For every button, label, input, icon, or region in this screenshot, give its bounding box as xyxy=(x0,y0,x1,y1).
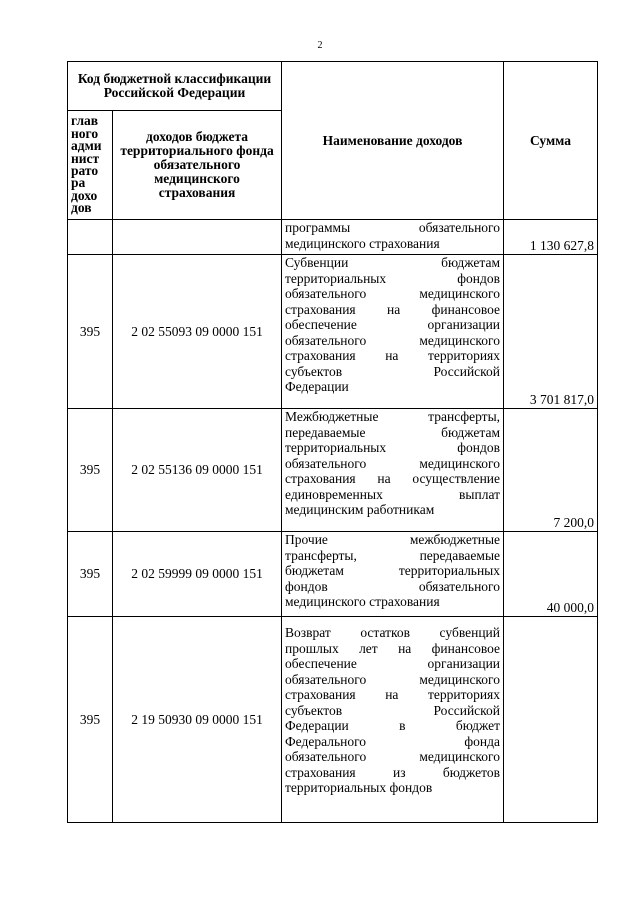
income-name-line: фондов обязательного xyxy=(285,578,501,594)
header-admin-line: ра xyxy=(71,175,86,191)
income-name-line: бюджетам территориальных xyxy=(285,563,501,578)
header-income-code: доходов бюджета территориального фонда обязательного медицинского страхования xyxy=(113,111,282,220)
income-name-line: обеспечение организации xyxy=(285,656,501,671)
header-admin-line: дохо xyxy=(71,187,98,203)
income-name-line: Прочие межбюджетные xyxy=(285,532,501,547)
income-name-line: Субвенции бюджетам xyxy=(285,255,501,270)
income-name-line: обязательного медицинского xyxy=(285,749,501,764)
income-name-line: Федерации xyxy=(285,379,349,394)
income-name-line: обязательного медицинского xyxy=(285,455,501,471)
table-row xyxy=(68,255,598,409)
income-name-line: Возврат остатков субвенций xyxy=(285,625,501,640)
admin-code-cell xyxy=(68,220,113,255)
income-code-cell: 2 02 59999 09 0000 151 xyxy=(113,532,282,617)
income-name-line: страхования на территориях xyxy=(285,348,501,363)
income-name-line: Межбюджетные трансферты, xyxy=(285,409,501,424)
income-name-line: медицинского страхования xyxy=(285,235,440,251)
income-code-cell xyxy=(113,220,282,255)
admin-code-cell: 395 xyxy=(68,617,113,823)
sum-cell: 7 200,0 xyxy=(504,409,598,532)
income-name-line: передаваемые бюджетам xyxy=(285,424,501,440)
income-name-line: страхования из бюджетов xyxy=(285,764,501,780)
income-name-line: прошлых лет на финансовое xyxy=(285,640,501,656)
header-chief-administrator xyxy=(68,111,113,220)
income-code-cell: 2 02 55136 09 0000 151 xyxy=(113,409,282,532)
income-code-cell: 2 19 50930 09 0000 151 xyxy=(113,617,282,823)
header-admin-line: глав xyxy=(71,113,99,129)
income-name-line: обеспечение организации xyxy=(285,317,501,332)
income-name-cell xyxy=(282,220,504,255)
admin-code-cell: 395 xyxy=(68,255,113,409)
income-name-line: субъектов Российской xyxy=(285,363,501,379)
table-row xyxy=(68,617,598,823)
income-name-cell xyxy=(282,409,504,532)
income-name-line: медицинским работникам xyxy=(285,502,435,517)
income-name-line: трансферты, передаваемые xyxy=(285,547,501,563)
header-admin-line: нист xyxy=(71,150,100,166)
admin-code-cell: 395 xyxy=(68,409,113,532)
income-code-cell: 2 02 55093 09 0000 151 xyxy=(113,255,282,409)
income-name-line: страхования на финансовое xyxy=(285,301,501,317)
header-admin-line: ного xyxy=(71,125,99,141)
income-name-line: обязательного медицинского xyxy=(285,286,501,301)
sum-cell: 1 130 627,8 xyxy=(504,220,598,255)
income-name-cell xyxy=(282,617,504,823)
income-name-cell xyxy=(282,255,504,409)
income-name-line: единовременных выплат xyxy=(285,486,501,502)
header-income-name: Наименование доходов xyxy=(282,62,504,220)
header-admin-line: адми xyxy=(71,138,102,154)
income-name-line: медицинского страхования xyxy=(285,594,440,609)
budget-table xyxy=(67,61,598,823)
income-name-line: обязательного медицинского xyxy=(285,332,501,348)
income-name-line: страхования на территориях xyxy=(285,687,501,702)
income-name-line: территориальных фондов xyxy=(285,270,501,286)
income-name-line: страхования на осуществление xyxy=(285,471,501,486)
header-admin-line: рато xyxy=(71,163,99,178)
table-row xyxy=(68,532,598,617)
income-name-cell xyxy=(282,532,504,617)
income-name-line: обязательного медицинского xyxy=(285,671,501,687)
admin-code-cell: 395 xyxy=(68,532,113,617)
table-row xyxy=(68,409,598,532)
page-number: 2 xyxy=(317,40,323,51)
income-name-line: Федерации в бюджет xyxy=(285,718,501,733)
income-name-line: территориальных фондов xyxy=(285,780,433,795)
income-name-line: Федерального фонда xyxy=(285,733,501,749)
income-name-line: субъектов Российской xyxy=(285,702,501,718)
header-classification-code: Код бюджетной классификации Российской Федерации xyxy=(68,62,282,111)
income-name-line: программы обязательного xyxy=(285,220,501,235)
header-admin-line: дов xyxy=(71,200,92,216)
sum-cell: 3 701 817,0 xyxy=(504,255,598,409)
table-row xyxy=(68,220,598,255)
income-name-line: территориальных фондов xyxy=(285,440,501,455)
sum-cell xyxy=(504,617,598,823)
header-sum: Сумма xyxy=(504,62,598,220)
sum-cell: 40 000,0 xyxy=(504,532,598,617)
